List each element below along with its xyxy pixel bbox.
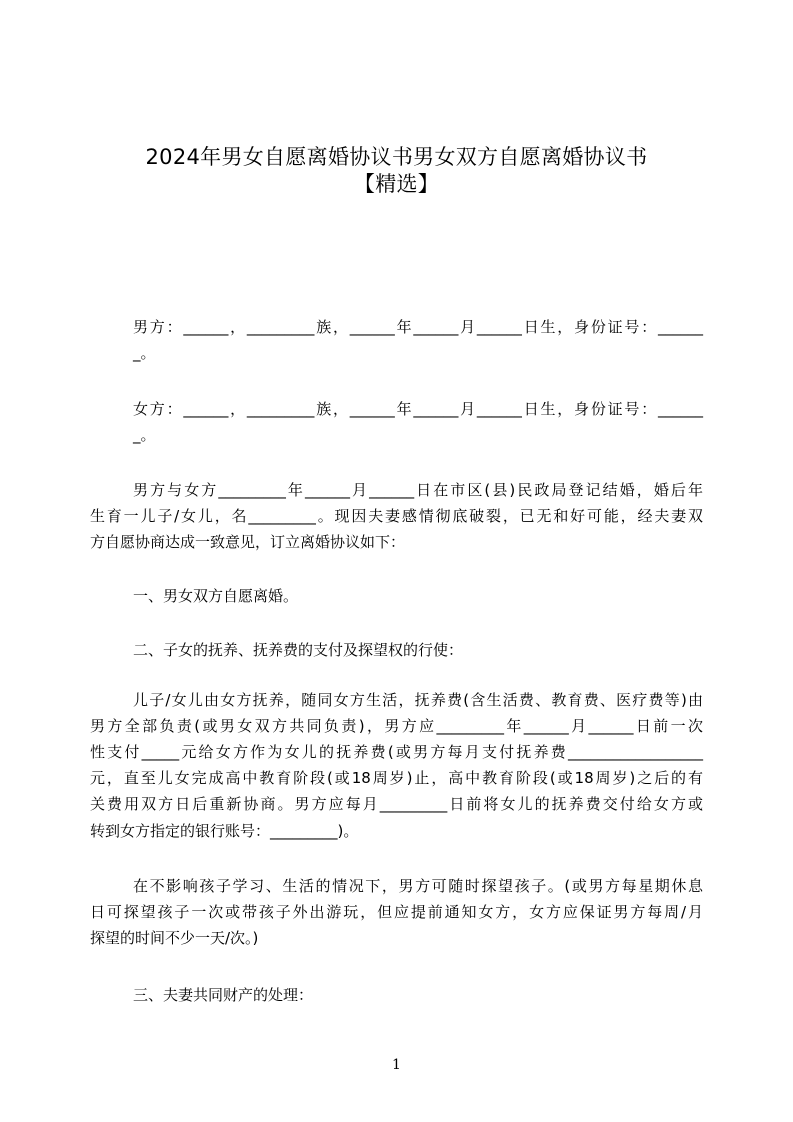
- visitation-paragraph-line: 在不影响孩子学习、生活的情况下，男方可随时探望孩子。(或男方每星期休息: [133, 877, 703, 895]
- marriage-paragraph-line: 男方与女方_________年______月______日在市区(县)民政局登记结婚，婚后年: [133, 481, 703, 499]
- section-heading: 一、男女双方自愿离婚。: [133, 587, 299, 605]
- document-title-suffix: 【精选】: [353, 172, 440, 196]
- visitation-paragraph-line: 日可探望孩子一次或带孩子外出游玩，但应提前通知女方，女方应保证男方每周/月: [90, 903, 703, 921]
- section-heading: 二、子女的抚养、抚养费的支付及探望权的行使：: [133, 641, 464, 659]
- section-heading: 三、夫妻共同财产的处理：: [133, 986, 314, 1004]
- marriage-paragraph-line: 生育一儿子/女儿，名_________。现因夫妻感情彻底破裂，已无和好可能，经夫妻双: [90, 507, 703, 525]
- female-party-line: 女方：______，_________族，______年______月______日生，身份证号：______: [133, 400, 703, 418]
- custody-paragraph-line: 关费用双方日后重新协商。男方应每月_________日前将女儿的抚养费交付给女方或: [90, 795, 703, 813]
- male-party-line-end: _。: [133, 344, 156, 362]
- custody-paragraph-line: 转到女方指定的银行账号：_________)。: [90, 822, 359, 840]
- marriage-paragraph-line: 方自愿协商达成一致意见，订立离婚协议如下：: [90, 533, 406, 551]
- custody-paragraph-line: 儿子/女儿由女方抚养，随同女方生活，抚养费(含生活费、教育费、医疗费等)由: [133, 691, 703, 709]
- document-title: 2024年男女自愿离婚协议书男女双方自愿离婚协议书: [145, 145, 648, 169]
- visitation-paragraph-line: 探望的时间不少一天/次。): [90, 929, 259, 947]
- male-party-line: 男方：______，_________族，______年______月______日生，身份证号：______: [133, 318, 703, 336]
- page-number: 1: [392, 1057, 401, 1073]
- custody-paragraph-line: 性支付_____元给女方作为女儿的抚养费(或男方每月支付抚养费__________________: [90, 743, 703, 761]
- custody-paragraph-line: 元，直至儿女完成高中教育阶段(或18周岁)止，高中教育阶段(或18周岁)之后的有: [90, 769, 703, 787]
- female-party-line-end: _。: [133, 426, 156, 444]
- custody-paragraph-line: 男方全部负责(或男女双方共同负责)，男方应_________年______月______日前一次: [90, 717, 703, 735]
